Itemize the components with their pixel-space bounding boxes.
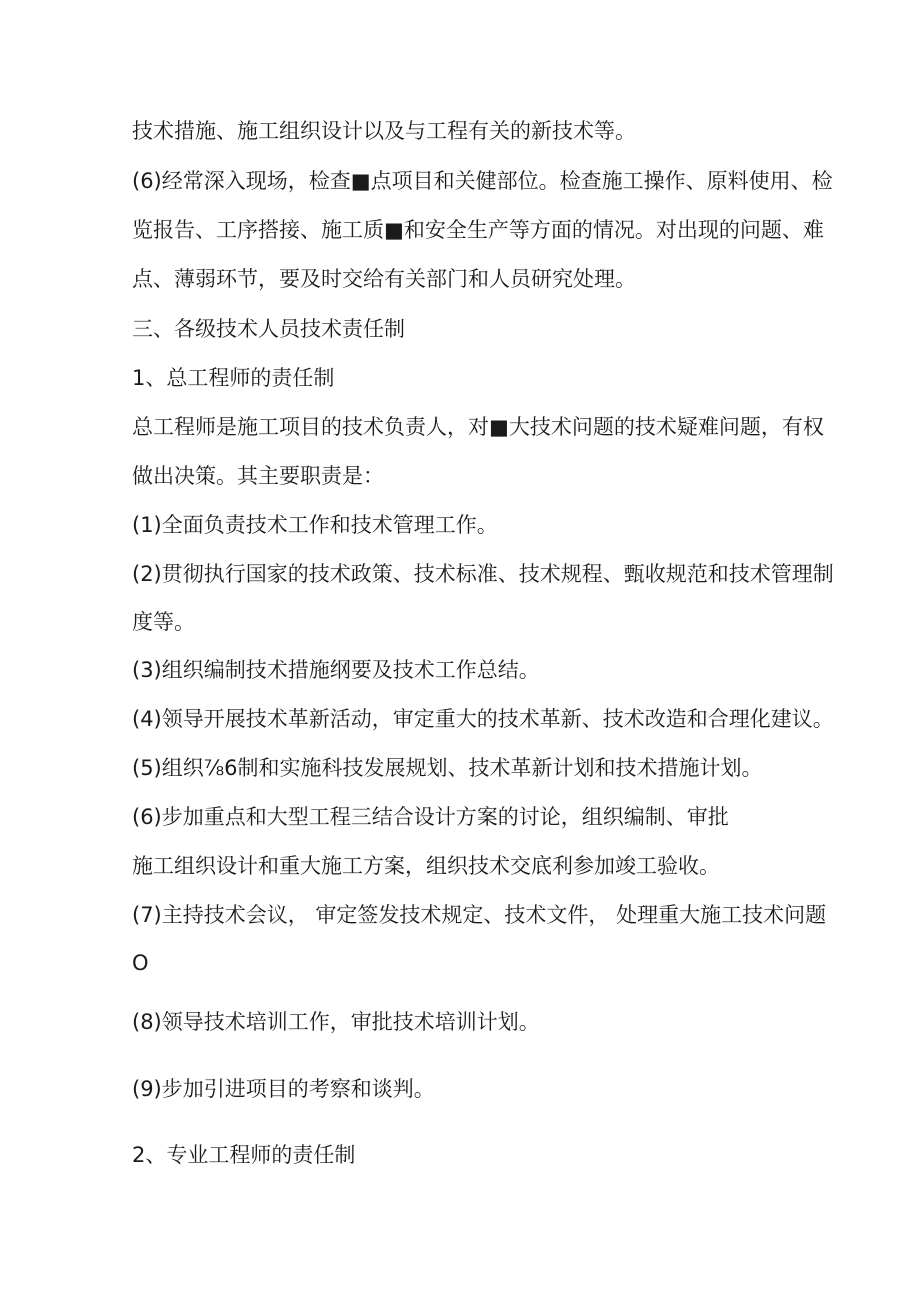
- text-line: 总工程师是施工项目的技术负责人，对■大技术问题的技术疑难问题，有权: [132, 415, 824, 439]
- list-item: (1)全面负责技术工作和技术管理工作。: [132, 513, 498, 537]
- text-line: 做出决策。其主要职责是：: [132, 464, 384, 488]
- list-item: (6)步加重点和大型工程三结合设计方案的讨论，组织编制、审批: [132, 805, 729, 829]
- section-heading: 三、各级技术人员技术责任制: [132, 317, 405, 341]
- text-line: 施工组织设计和重大施工方案，组织技术交底利参加竣工验收。: [132, 854, 720, 878]
- text-line: 度等。: [132, 610, 195, 634]
- list-item: (3)组织编制技术措施纲要及技术工作总结。: [132, 658, 540, 682]
- list-item: (7)主持技术会议， 审定签发技术规定、技术文件， 处理重大施工技术问题: [132, 903, 827, 927]
- text-line: 技术措施、施工组织设计以及与工程有关的新技术等。: [132, 119, 636, 143]
- text-line: 点、薄弱环节，要及时交给有关部门和人员研究处理。: [132, 267, 636, 291]
- list-item: (8)领导技术培训工作，审批技术培训计划。: [132, 1010, 540, 1034]
- list-item: (2)贯彻执行国家的技术政策、技术标准、技术规程、甄收规范和技术管理制: [132, 562, 834, 586]
- text-line: 览报告、工序搭接、施工质■和安全生产等方面的情况。对出现的问题、难: [132, 218, 824, 242]
- list-item: (5)组织⅞6制和实施科技发展规划、技术革新计划和技术措施计划。: [132, 756, 763, 780]
- subsection-heading: 1、总工程师的责任制: [132, 366, 335, 390]
- list-item: (9)步加引进项目的考察和谈判。: [132, 1077, 435, 1101]
- text-line: (6)经常深入现场，检查■点项目和关健部位。检查施工操作、原料使用、检: [132, 169, 833, 193]
- subsection-heading: 2、专业工程师的责任制: [132, 1143, 356, 1167]
- text-line: O: [132, 951, 149, 975]
- list-item: (4)领导开展技术革新活动，审定重大的技术革新、技术改造和合理化建议。: [132, 707, 834, 731]
